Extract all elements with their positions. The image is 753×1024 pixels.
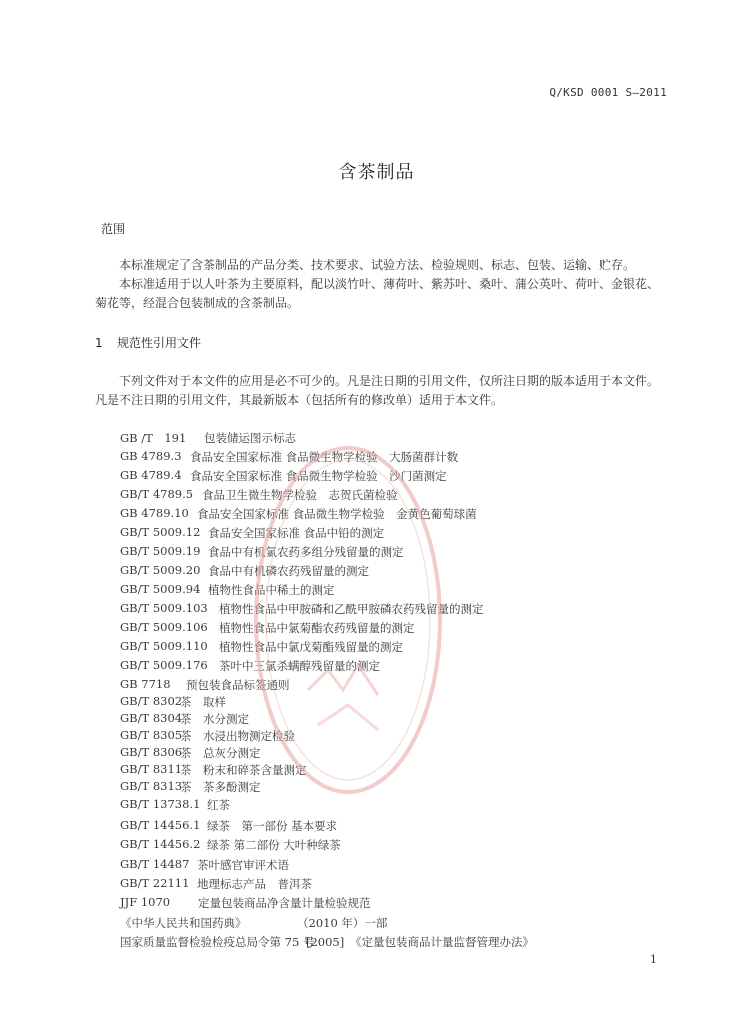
reference-title: 绿茶 第二部份 大叶种绿茶 [207, 838, 341, 852]
standard-code: Q/KSD 0001 S—2011 [549, 86, 667, 99]
reference-code: GB/T 4789.5 [120, 487, 194, 501]
reference-item [120, 694, 226, 709]
reference-item [120, 857, 289, 872]
reference-title: 植物性食品中氯菊酯农药残留量的测定 [219, 621, 415, 635]
reference-item [120, 915, 388, 931]
reference-title: 茶 水分测定 [180, 712, 249, 726]
reference-item [120, 563, 369, 578]
reference-title: 茶 粉末和碎茶含量测定 [180, 763, 307, 777]
reference-title: 茶 取样 [180, 695, 226, 709]
reference-item [120, 601, 484, 616]
reference-item [120, 620, 415, 635]
section-title: 规范性引用文件 [117, 336, 202, 350]
section-1-heading [95, 334, 201, 351]
reference-item [120, 658, 380, 673]
reference-code: GB/T 22111 [120, 876, 190, 890]
reference-code: GB/T 14456.1 [120, 818, 201, 832]
reference-code: GB/T 5009.103 [120, 601, 208, 615]
reference-title: 植物性食品中甲胺磷和乙酰甲胺磷农药残留量的测定 [219, 602, 484, 616]
document-title: 含茶制品 [338, 162, 415, 183]
scope-paragraph [95, 256, 667, 313]
reference-code: GB 7718 [120, 677, 171, 691]
reference-code: 《中华人民共和国药典》 [120, 916, 247, 930]
reference-title: 地理标志产品 普洱茶 [197, 877, 312, 891]
reference-item [120, 487, 398, 502]
scope-text-2: 本标准适用于以人叶茶为主要原料，配以淡竹叶、薄荷叶、紫苏叶、桑叶、蒲公英叶、荷叶、金银花、菊花等，经混合包装制成的含茶制品。 [95, 277, 660, 310]
reference-code: JJF 1070 [120, 895, 171, 909]
reference-code: GB/T 5009.12 [120, 525, 201, 539]
reference-code: GB /T 191 [120, 431, 187, 445]
reference-item [120, 449, 459, 464]
reference-code: GB 4789.4 [120, 468, 182, 482]
reference-item [120, 544, 404, 559]
reference-title: 包装储运图示标志 [204, 431, 296, 445]
reference-item [120, 677, 290, 692]
reference-item [120, 582, 335, 597]
reference-item [120, 728, 295, 743]
reference-code: 国家质量监督检验检疫总局令第 75 号 [120, 935, 315, 949]
reference-title: 食品安全国家标准 食品微生物学检验 沙门菌测定 [190, 469, 447, 483]
scope-heading: 范围 [101, 222, 126, 236]
reference-code: GB/T 5009.110 [120, 639, 208, 653]
reference-item [120, 745, 261, 760]
reference-item [120, 818, 338, 833]
reference-item [120, 525, 385, 540]
reference-item [120, 468, 447, 483]
scope-text-1: 本标准规定了含茶制品的产品分类、技术要求、试验方法、检验规则、标志、包装、运输、贮存。 [119, 258, 636, 272]
reference-title: 食品中有机氯农药多组分残留量的测定 [208, 545, 404, 559]
reference-code: GB/T 8306 [120, 745, 183, 759]
reference-title: 植物性食品中氯戊菊酯残留量的测定 [219, 640, 403, 654]
reference-code: GB/T 14487 [120, 857, 190, 871]
reference-code: GB/T 8311 [120, 762, 183, 776]
reference-code: GB/T 5009.94 [120, 582, 201, 596]
reference-title: 植物性食品中稀土的测定 [208, 583, 335, 597]
reference-title: [2005] 《定量包装商品计量监督管理办法》 [306, 935, 534, 949]
reference-code: GB/T 5009.19 [120, 544, 201, 558]
reference-item [120, 779, 261, 794]
reference-item [120, 876, 312, 891]
reference-item [120, 895, 371, 910]
reference-code: GB/T 8304 [120, 711, 183, 725]
reference-title: 茶叶感官审评术语 [197, 858, 289, 872]
reference-title: 绿茶 第一部份 基本要求 [207, 819, 338, 833]
reference-code: GB/T 13738.1 [120, 797, 201, 811]
reference-code: GB 4789.3 [120, 449, 182, 463]
reference-item [120, 430, 296, 446]
section-1-intro [95, 372, 667, 410]
reference-title: 茶 水浸出物测定检验 [180, 729, 295, 743]
reference-code: GB/T 8305 [120, 728, 183, 742]
reference-title: 茶 茶多酚测定 [180, 780, 261, 794]
reference-title: 食品中有机磷农药残留量的测定 [208, 564, 369, 578]
reference-title: 食品安全国家标准 食品微生物学检验 金黄色葡萄球菌 [197, 507, 477, 521]
reference-item [120, 639, 403, 654]
reference-code: GB/T 8302 [120, 694, 183, 708]
page-number: 1 [650, 953, 657, 966]
reference-title: 食品卫生微生物学检验 志贺氏菌检验 [202, 488, 398, 502]
reference-title: 红茶 [207, 798, 230, 812]
reference-code: GB/T 5009.176 [120, 658, 208, 672]
reference-title: 定量包装商品净含量计量检验规范 [198, 896, 371, 910]
reference-title: 茶 总灰分测定 [180, 746, 261, 760]
section-number: 1 [95, 336, 103, 350]
intro-text: 下列文件对于本文件的应用是必不可少的。凡是注日期的引用文件，仅所注日期的版本适用于本文件。凡是不注日期的引用文件，其最新版本（包括所有的修改单）适用于本文件。 [95, 374, 660, 407]
reference-title: 食品安全国家标准 食品微生物学检验 大肠菌群计数 [190, 450, 459, 464]
reference-item [120, 711, 249, 726]
reference-code: GB 4789.10 [120, 506, 189, 520]
reference-code: GB/T 8313 [120, 779, 183, 793]
reference-code: GB/T 5009.20 [120, 563, 201, 577]
reference-code: GB/T 14456.2 [120, 837, 201, 851]
reference-code: GB/T 5009.106 [120, 620, 208, 634]
reference-item [120, 762, 307, 777]
reference-item [120, 506, 477, 521]
reference-title: 食品安全国家标准 食品中铅的测定 [208, 526, 385, 540]
reference-title: （2010 年）一部 [297, 916, 388, 930]
reference-title: 茶叶中三氯杀螨醇残留量的测定 [219, 659, 380, 673]
reference-item [120, 837, 341, 852]
reference-title: 预包装食品标签通则 [186, 678, 290, 692]
reference-item [120, 934, 534, 950]
reference-item [120, 797, 230, 812]
